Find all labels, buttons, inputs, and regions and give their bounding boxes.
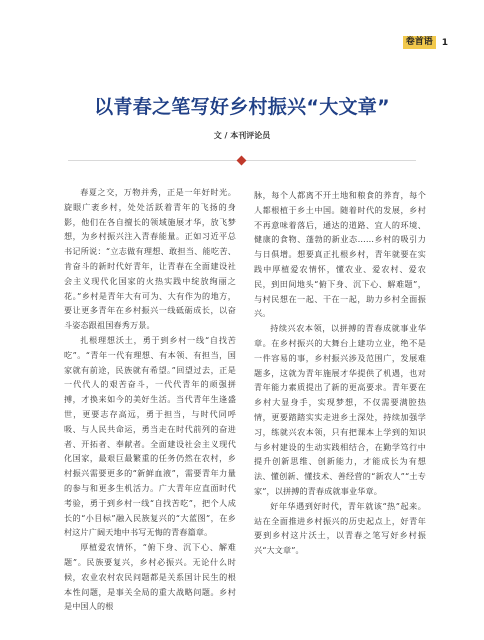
paragraph: 厚植爱农情怀，“俯下身、沉下心、解难题”。民族要复兴，乡村必振兴。无论什么时候，农业农村农民问题都是关系国计民生的根本性问题，是事关全局的重大战略问题。乡村是中国人的根: [64, 542, 236, 612]
paragraph: 脉，每个人都离不开土地和粮食的养育，每个人都根植于乡土中国。随着时代的发展，乡村不再意味着落后，通达的道路、宜人的环境、健康的食物、蓬勃的新业态……乡村的吸引力与日俱增。想要真正扎根乡村，青年就要在实践中厚植爱农情怀，懂农业、爱农村、爱农民，到田间地头“俯下身、沉下心、解难题”，与村民想在一起、干在一起，助力乡村全面振兴。: [254, 190, 426, 319]
text-column-right: [254, 188, 426, 558]
section-tag: 卷首语: [403, 36, 436, 49]
page-header: [403, 36, 448, 49]
paragraph: 好年华遇到好时代，青年就该“热”起来。站在全面推进乡村振兴的历史起点上，好青年要到乡村这片沃土，以青春之笔写好乡村振兴“大文章”。: [254, 500, 426, 556]
article-title: 以青春之笔写好乡村振兴“大文章”: [94, 96, 390, 118]
page-number: 1: [441, 37, 448, 48]
divider-diamond-icon: [237, 156, 247, 166]
text-column-left: [64, 185, 236, 614]
paragraph: 持续兴农本领，以拼搏的青春成就事业华章。在乡村振兴的大舞台上建功立业，绝不是一件容易的事，乡村振兴涉及范围广，发展难题多，这就为青年施展才华提供了机遇，也对青年能力素质提出了新的更高要求。青年要在乡村大显身手，实现梦想，不仅需要满腔热情，更要踏踏实实走进乡土深处，持续加强学习，练就兴农本领，只有把课本上学到的知识与乡村建设的生动实践相结合，在勤学笃行中提升创新思维、创新能力，才能成长为有想法、懂创新、懂技术、善经营的“新农人”“土专家”，以拼搏的青春成就事业华章。: [254, 323, 426, 496]
paragraph: 扎根理想沃土，勇于到乡村一线“自找苦吃”。“青年一代有理想、有本领、有担当，国家就有前途，民族就有希望。”回望过去，正是一代代人的艰苦奋斗，一代代青年的顽强拼搏，才换来如今的美好生活。当代青年生逢盛世，更要志存高远，勇于担当，与时代同呼吸、与人民共命运，勇当走在时代前列的奋进者、开拓者、奉献者。全面建设社会主义现代化国家，最艰巨最繁重的任务仍然在农村，乡村振兴需要更多的“新鲜血液”，需要青年力量的参与和更多生机活力。广大青年应直面时代考验，勇于到乡村一线“自找苦吃”，把个人成长的“小目标”融入民族复兴的“大蓝图”，在乡村这片广阔天地中书写无悔的青春篇章。: [64, 334, 236, 538]
paragraph: 春夏之交，万物并秀，正是一年好时光。旋眼广袤乡村，处处活跃着青年的飞扬的身影，他们在各自擅长的领域施展才华，放飞梦想，为乡村振兴注入青春能量。正如习近平总书记所说：“立志做有理想、敢担当、能吃苦、肯奋斗的新时代好青年，让青春在全面建设社会主义现代化国家的火热实践中绽放绚丽之花。”乡村是青年大有可为、大有作为的地方，要让更多青年在乡村振兴一线砥砺成长，以奋斗姿态跟祖国春秀万景。: [64, 187, 236, 331]
article-byline: 文 / 本刊评论员: [213, 131, 271, 140]
